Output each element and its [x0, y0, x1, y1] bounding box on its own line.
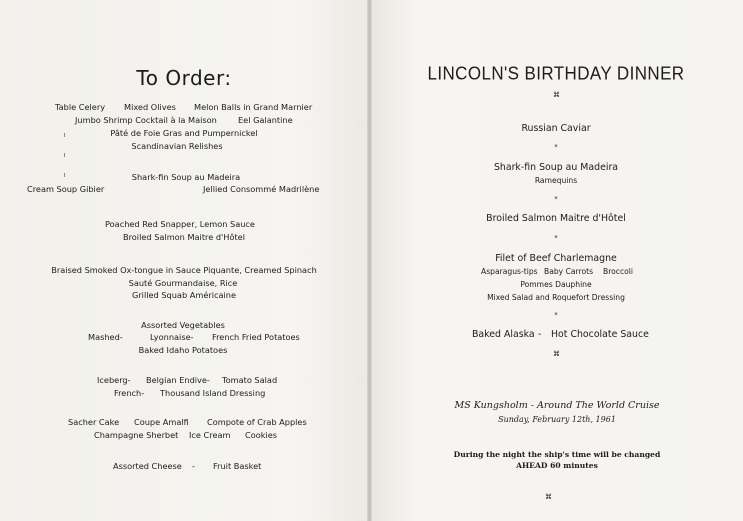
item-assorted-cheese: Assorted Cheese	[113, 461, 182, 471]
item-saute: Sauté Gourmandaise, Rice	[128, 278, 238, 288]
course-chocolate-sauce: Hot Chocolate Sauce	[551, 329, 649, 340]
ornament-icon: ⌘	[553, 350, 559, 358]
item-sacher-cake: Sacher Cake	[68, 417, 120, 427]
course-dash: -	[538, 329, 542, 340]
side-pommes: Pommes Dauphine	[520, 280, 592, 289]
star-divider: *	[554, 234, 558, 242]
item-melon-balls: Melon Balls in Grand Marnier	[194, 102, 313, 112]
item-baked-idaho: Baked Idaho Potatoes	[138, 345, 228, 355]
item-french: French-	[114, 388, 145, 398]
star-divider: *	[554, 311, 558, 319]
ornament-icon: ⌘	[545, 493, 551, 501]
item-coupe-amalfi: Coupe Amalfi	[134, 417, 189, 427]
item-broiled-salmon: Broiled Salmon Maitre d'Hôtel	[123, 232, 245, 242]
time-change-note: During the night the ship's time will be changed	[453, 450, 661, 459]
item-red-snapper: Poached Red Snapper, Lemon Sauce	[105, 219, 255, 229]
time-change-amount: AHEAD 60 minutes	[516, 461, 598, 470]
item-belgian-endive: Belgian Endive-	[146, 375, 210, 385]
star-divider: *	[554, 143, 558, 151]
item-compote: Compote of Crab Apples	[207, 417, 307, 427]
item-fruit-basket: Fruit Basket	[213, 461, 262, 471]
ship-cruise: MS Kungsholm - Around The World Cruise	[454, 400, 660, 411]
item-consomme: Jellied Consommé Madrilène	[203, 184, 320, 194]
margin-mark	[64, 153, 65, 157]
item-french-fried: French Fried Potatoes	[212, 332, 300, 342]
to-order-title: To Order:	[136, 66, 232, 90]
item-table-celery: Table Celery	[55, 102, 106, 112]
margin-mark	[64, 173, 65, 177]
course-salmon: Broiled Salmon Maitre d'Hôtel	[486, 213, 626, 224]
item-pate: Pâté de Foie Gras and Pumpernickel	[110, 128, 258, 138]
item-champagne-sherbet: Champagne Sherbet	[94, 430, 179, 440]
item-relishes: Scandinavian Relishes	[131, 141, 223, 151]
side-asparagus: Asparagus-tips	[481, 267, 538, 276]
dinner-title: LINCOLN'S BIRTHDAY DINNER	[427, 63, 685, 84]
item-lyonnaise: Lyonnaise-	[150, 332, 194, 342]
course-soup: Shark-fin Soup au Madeira	[493, 162, 619, 173]
item-eel-galantine: Eel Galantine	[238, 115, 293, 125]
star-divider: *	[554, 195, 558, 203]
item-ice-cream: Ice Cream	[189, 430, 231, 440]
item-cookies: Cookies	[245, 430, 278, 440]
side-salad: Mixed Salad and Roquefort Dressing	[487, 293, 625, 302]
item-vegetables: Assorted Vegetables	[141, 320, 225, 330]
item-dash: -	[192, 461, 195, 471]
item-cream-soup: Cream Soup Gibier	[27, 184, 105, 194]
course-soup-sub: Ramequins	[534, 176, 578, 185]
course-caviar: Russian Caviar	[521, 123, 591, 134]
course-baked-alaska: Baked Alaska	[472, 329, 535, 340]
item-mixed-olives: Mixed Olives	[124, 102, 176, 112]
item-shark-fin-soup: Shark-fin Soup au Madeira	[131, 172, 241, 182]
item-thousand-island: Thousand Island Dressing	[160, 388, 266, 398]
item-mashed: Mashed-	[88, 332, 123, 342]
item-tomato-salad: Tomato Salad	[222, 375, 278, 385]
margin-mark	[64, 133, 65, 137]
item-iceberg: Iceberg-	[97, 375, 131, 385]
side-carrots: Baby Carrots	[544, 267, 594, 276]
item-squab: Grilled Squab Américaine	[131, 290, 237, 300]
menu-date: Sunday, February 12th, 1961	[498, 415, 616, 424]
side-broccoli: Broccoli	[603, 267, 634, 276]
item-shrimp-cocktail: Jumbo Shrimp Cocktail à la Maison	[75, 115, 217, 125]
course-beef: Filet of Beef Charlemagne	[495, 253, 617, 264]
item-ox-tongue: Braised Smoked Ox-tongue in Sauce Piquante, Creamed Spinach	[51, 265, 317, 275]
center-fold	[367, 0, 372, 521]
ornament-icon: ⌘	[553, 91, 559, 99]
